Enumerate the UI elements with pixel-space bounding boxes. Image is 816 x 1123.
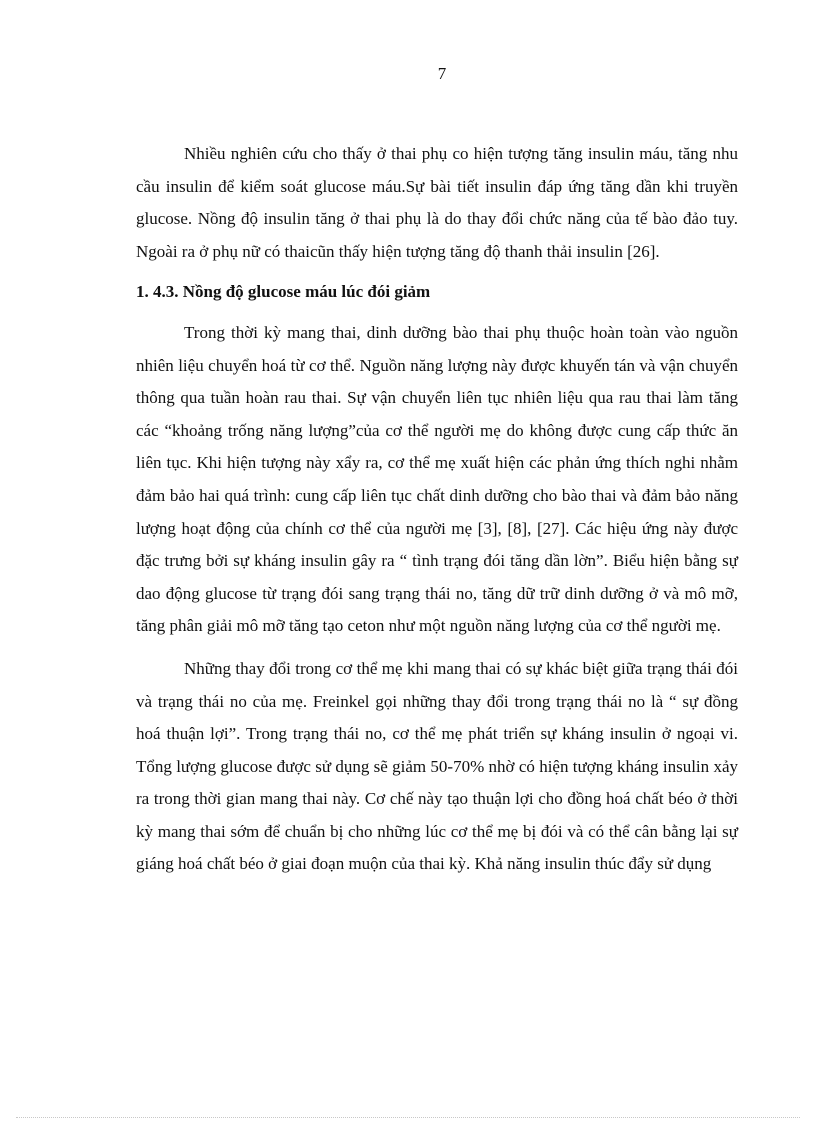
page-bottom-border (16, 1117, 800, 1118)
page-number: 7 (437, 64, 447, 83)
document-body (136, 138, 738, 881)
body-paragraph: Những thay đổi trong cơ thể mẹ khi mang thai có sự khác biệt giữa trạng thái đói và trạng thái no của mẹ. Freinkel gọi những thay đổi trong trạng thái no là “ sự đồng hoá thuận lợi”. Trong trạng thái no, cơ thể mẹ phát triển sự kháng insulin ở ngoại vi. Tổng lượng glucose được sử dụng sẽ giảm 50-70% nhờ có hiện tượng kháng insulin xảy ra trong thời gian mang thai này. Cơ chế này tạo thuận lợi cho đồng hoá chất béo ở thời kỳ mang thai sớm để chuẩn bị cho những lúc cơ thể mẹ bị đói và có thể cân bằng lại sự giáng hoá chất béo ở giai đoạn muộn của thai kỳ. Khả năng insulin thúc đẩy sử dụng (136, 658, 738, 874)
body-paragraph: Nhiều nghiên cứu cho thấy ở thai phụ co hiện tượng tăng insulin máu, tăng nhu cầu insulin để kiểm soát glucose máu.Sự bài tiết insulin đáp ứng tăng dần khi truyền glucose. Nồng độ insulin tăng ở thai phụ là do thay đổi chức năng của tế bào đảo tuy. Ngoài ra ở phụ nữ có thaicũn thấy hiện tượng tăng độ thanh thải insulin [26]. (136, 144, 738, 261)
body-paragraph: Trong thời kỳ mang thai, dinh dưỡng bào thai phụ thuộc hoàn toàn vào nguồn nhiên liệu chuyển hoá từ cơ thể. Nguồn năng lượng này được khuyến tán và vận chuyển thông qua tuần hoàn rau thai. Sự vận chuyển liên tục nhiên liệu qua rau thai làm tăng các “khoảng trống năng lượng”của cơ thể người mẹ do không được cung cấp thức ăn liên tục. Khi hiện tượng này xẩy ra, cơ thể mẹ xuất hiện các phản ứng thích nghi nhằm đảm bảo hai quá trình: cung cấp liên tục chất dinh dưỡng cho bào thai và đảm bảo năng lượng hoạt động của chính cơ thể của người mẹ [3], [8], [27]. Các hiệu ứng này được đặc trưng bởi sự kháng insulin gây ra “ tình trạng đói tăng dần lờn”. Biểu hiện bằng sự dao động glucose từ trạng đói sang trạng thái no, tăng dữ trữ dinh dưỡng ở và mô mỡ, tăng phân giải mô mỡ tăng tạo ceton như một nguồn năng lượng của cơ thể người mẹ. (136, 322, 738, 636)
section-heading: 1. 4.3. Nồng độ glucose máu lúc đói giảm (136, 282, 431, 302)
